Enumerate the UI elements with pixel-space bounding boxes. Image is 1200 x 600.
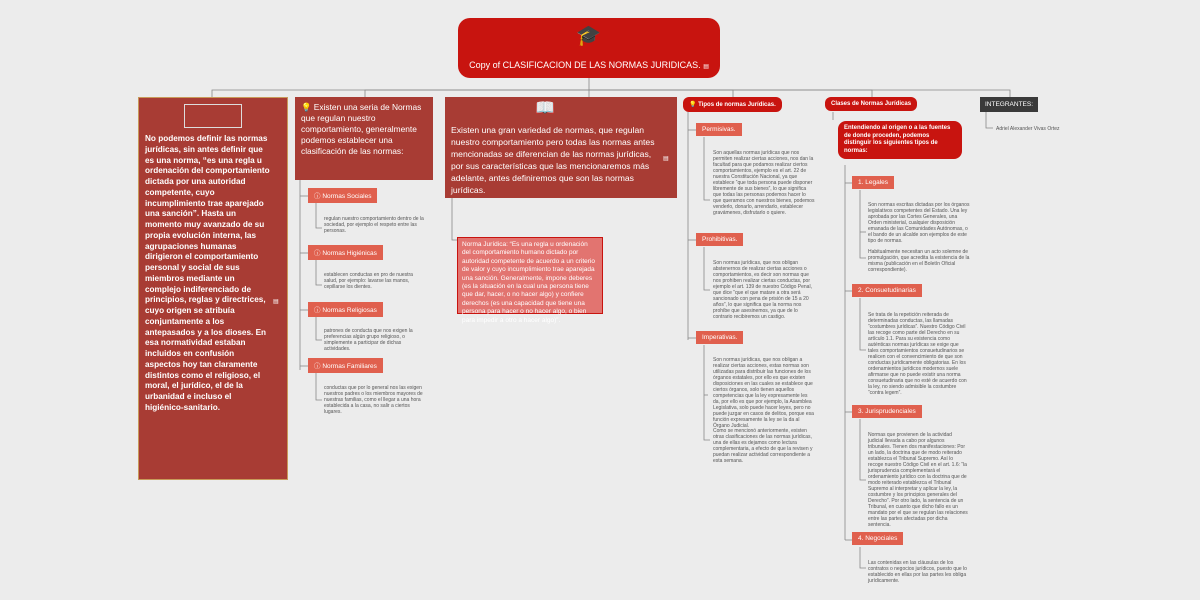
clase-desc: Las contenidas en las cláusulas de los contratos o negocios jurídicos, puesto que lo establecido en ellas por las partes les obliga jurídicamente. xyxy=(868,560,967,584)
clase-label: 1. Legales xyxy=(858,179,888,186)
tipo-desc: Son normas jurídicas, que nos obligan a realizar ciertas acciones, estas normas son utilizadas para distribuir las funciones de los órganos estatales, por ello es que existen disposiciones en las cuales se establece que ciertos órganos, solo tienen aquellos competencias que la ley expresamente les da, por ello es que por ejemplo, la Asamblea Legislativa, solo puede hacer leyes, pero no puede juzgar en casos de delitos, porque esa función expresamente la ley se la da al Órgano Judicial. xyxy=(713,357,814,429)
clase-desc-extra: Habitualmente necesitan un acto solemne de promulgación, que acredita la existencia de la misma (publicación en el Boletín Oficial correspondiente). xyxy=(868,249,970,273)
note-icon[interactable]: ▤ xyxy=(273,299,279,305)
clase-desc: Son normas escritas dictadas por los órganos legislativos competentes del Estado. Una ley aprobada por las Cortes Generales, una Orden ministerial, cualquier disposición emanada de las Comunidades Autónomas, o el bando de un alcalde son ejemplos de este tipo de normas. xyxy=(868,202,970,244)
clase-desc: Se trata de la repetición reiterada de determinadas conductas, las llamadas “costumbres jurídicas”. Nuestro Código Civil las recoge como parte del Derecho en su artículo 1.1. Para su existencia como auténticas normas jurídicas se exige que tales comportamientos consuetudinarios se realicen con el convencimiento de que son conductas jurídicamente obligatorias. En los ordenamientos jurídicos modernos suele afirmarse que no puede existir una norma consuetudinaria que no esté de acuerdo con la ley, no siendo admisible la costumbre “contra legem”. xyxy=(868,312,967,396)
clase-negociales[interactable] xyxy=(852,532,903,545)
tipo-label: Permisivas. xyxy=(702,126,736,133)
info-icon: ⓘ xyxy=(314,250,321,257)
definition-text: No podemos definir las normas jurídicas, sin antes definir que es una norma, “es una regla u ordenación del comportamiento dictada por una autoridad competente, cuyo incumplimiento trae aparejado una sanción”. Hasta un momento muy avanzado de su propia evolución interna, las agrupaciones humanas dirigieron el comportamiento personal y social de sus miembros mediante un complejo indiferenciado de principios, reglas y directrices, cuyo origen se atribuía conjuntamente a los antepasados y a los dioses. En esa normatividad estaban incluidos en confusión aspectos hoy tan claramente distintos como el religioso, el moral, el jurídico, el de la urbanidad e incluso el higiénico-sanitario. xyxy=(145,134,270,412)
lightbulb-icon: 💡 xyxy=(689,102,697,108)
tipo-label: Prohibitivas. xyxy=(702,236,738,243)
info-icon: ⓘ xyxy=(314,307,321,314)
norm-item-religiosas[interactable] xyxy=(308,302,383,317)
clase-desc: Normas que provienen de la actividad judicial llevada a cabo por algunos tribunales. Tienen dos manifestaciones: Por un lado, la doctrina que de modo reiterado establezca el Tribunal Supremo. Así lo recoge nuestro Código Civil en el art. 1.6: “la jurisprudencia complementará el ordenamiento jurídico con la doctrina que de modo reiterado establezca el Tribunal Supremo al interpretar y aplicar la ley, la costumbre y los principios generales del Derecho”. Por otro lado, la sentencia de un Tribunal, en cuanto que dicho fallo es un mandato por el que se regulan las relaciones entre las partes afectadas por dicha sentencia. xyxy=(868,432,968,528)
clase-label: 4. Negociales xyxy=(858,535,898,542)
series-norms-topic[interactable] xyxy=(295,97,433,180)
root-topic[interactable] xyxy=(458,18,720,78)
tipos-title: Tipos de normas Jurídicas. xyxy=(698,102,776,108)
norm-desc: regulan nuestro comportamiento dentro de la sociedad, por ejemplo el respeto entre las personas. xyxy=(324,216,424,234)
note-icon[interactable]: ▤ xyxy=(703,64,709,70)
tipo-desc-extra: Como se mencionó anteriormente, existen otras clasificaciones de las normas jurídicas, una de ellas es dejamos como lectura complementaria, a efecto de que la revisen y puedan realizar actividad correspondiente a esta semana. xyxy=(713,428,813,464)
book-icon: 📖 xyxy=(535,100,555,117)
info-icon: ⓘ xyxy=(314,363,321,370)
note-icon[interactable]: ▤ xyxy=(663,156,669,162)
norm-label: Normas Higiénicas xyxy=(322,250,377,257)
clase-label: 2. Consuetudinarias xyxy=(858,287,916,294)
clases-title: Clases de Normas Jurídicas xyxy=(831,101,912,107)
norm-label: Normas Religiosas xyxy=(322,307,377,314)
tipo-label: Imperativas. xyxy=(702,334,738,341)
norm-item-familiares[interactable] xyxy=(308,358,383,373)
clase-legales[interactable] xyxy=(852,176,894,189)
norm-desc: establecen conductas en pro de nuestra salud, por ejemplo: lavarse las manos, cepillarse los dientes. xyxy=(324,272,413,290)
tipo-imperativas[interactable] xyxy=(696,331,743,344)
clases-intro[interactable]: Entendiendo al origen o a las fuentes de donde proceden, podemos distinguir los siguientes tipos de normas: xyxy=(838,121,962,159)
clases-topic[interactable] xyxy=(825,97,917,111)
root-title: Copy of CLASIFICACION DE LAS NORMAS JURIDICAS. xyxy=(469,60,701,70)
norm-label: Normas Familiares xyxy=(322,363,377,370)
tipo-permisivas[interactable] xyxy=(696,123,742,136)
tipo-desc: Son aquellas normas jurídicas que nos permiten realizar ciertas acciones, nos dan la facultad para que podamos realizar ciertos comportamientos, ejemplo es el art. 22 de nuestra Constitución Nacional, ya que establece “que toda persona puede disponer libremente de sus bienes”, lo que significa que todas las personas podemos hacer lo que queramos con nuestros bienes, podemos venderlo, donarlo, arrendarlo, establecer gravámenes, disfrutarlo o quiere. xyxy=(713,150,815,216)
info-icon: ⓘ xyxy=(314,193,321,200)
norm-desc: conductas que por lo general nos las exigen nuestros padres o los miembros mayores de nuestras familias, como el llegar a una hora establecida a la casa, no salir a ciertos lugares. xyxy=(324,385,423,415)
definition-topic[interactable] xyxy=(138,97,288,480)
norm-desc: patrones de conducta que nos exigen la preferencias algún grupo religioso, o simplemente a participar de dichas actividades. xyxy=(324,328,413,352)
series-norms-text: Existen una seria de Normas que regulan nuestro comportamiento, generalmente podemos establecer una clasificación de las normas: xyxy=(301,102,422,156)
clase-label: 3. Jurisprudenciales xyxy=(858,408,916,415)
clase-consuetudinarias[interactable] xyxy=(852,284,922,297)
tipos-topic[interactable] xyxy=(683,97,782,112)
clase-jurisprudenciales[interactable] xyxy=(852,405,922,418)
tipo-desc: Son normas jurídicas, que nos obligan abstenernos de realizar ciertas acciones o comportamientos, es decir son normas que nos prohiben realizar ciertas conductas, por ejemplo el art. 139 de nuestro Código Penal, que dice “que el que matare a otra será sancionado con pena de prisión de 15 a 20 años”, lo que significa que la norma nos prohíbe que asesinemos, ya que de lo contrario recibiremos un castigo. xyxy=(713,260,812,320)
graduation-cap-icon: 🎓 xyxy=(576,25,601,47)
norm-item-sociales[interactable] xyxy=(308,188,377,203)
image-placeholder xyxy=(184,104,242,128)
variety-text: Existen una gran variedad de normas, que regulan nuestro comportamiento pero todas las normas antes mencionadas se diferencian de las normas jurídicas, por sus características que las mencionaremos más adelante, antes definiremos que son las normas jurídicas. xyxy=(451,125,655,195)
variety-topic[interactable] xyxy=(445,97,677,198)
lightbulb-icon: 💡 xyxy=(301,102,312,112)
norm-item-higienicas[interactable] xyxy=(308,245,383,260)
integrantes-topic[interactable]: INTEGRANTES: xyxy=(980,97,1038,112)
legal-norm-definition[interactable]: Norma Jurídica: “Es una regla u ordenación del comportamiento humano dictado por autoridad competente de acuerdo a un criterio de valor y cuyo incumplimiento trae aparejada una sanción. Generalmente, impone deberes (es la situación en la cual una persona tiene que dar, hacer, o no hacer algo) y confiere derechos (es una capacidad que tiene una persona para hacer o no hacer algo, o bien para impedir a otro a hacer algo)”. xyxy=(457,237,603,314)
integrante-name: Adriel Alexander Vivas Ortez xyxy=(996,126,1060,132)
norm-label: Normas Sociales xyxy=(322,193,372,200)
tipo-prohibitivas[interactable] xyxy=(696,233,743,246)
